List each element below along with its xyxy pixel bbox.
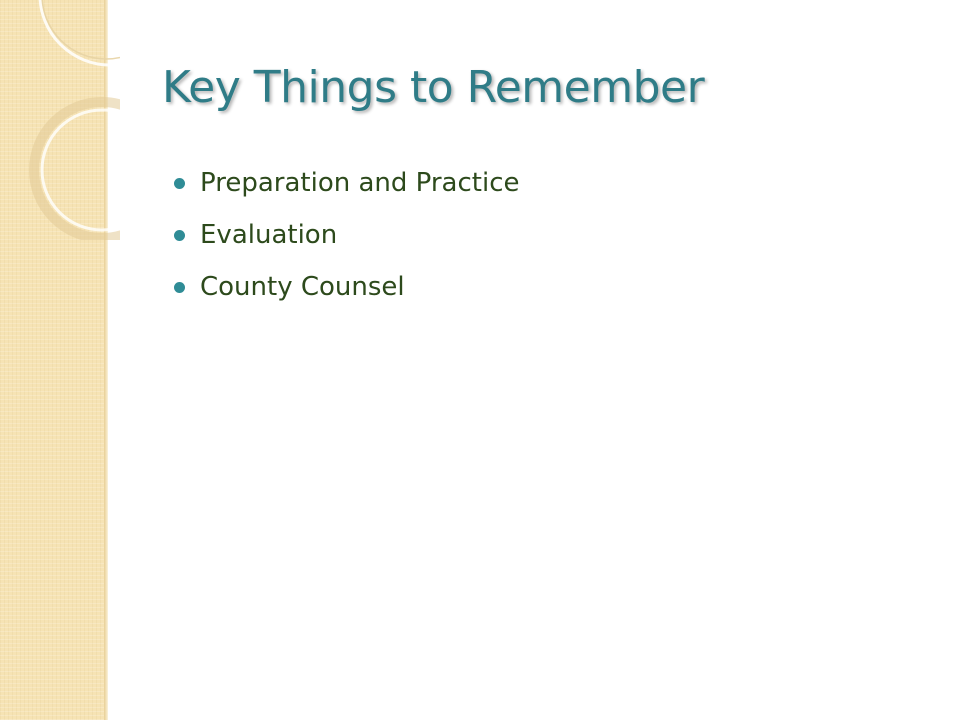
bullet-text: Preparation and Practice [200,168,520,198]
bullet-text: Evaluation [200,220,338,250]
bullet-text: County Counsel [200,272,405,302]
bullet-item-county-counsel [174,264,520,316]
slide-title: Key Things to Remember [162,62,705,113]
bullet-item-evaluation [174,212,520,264]
bullet-item-preparation [174,160,520,212]
bullet-marker-icon [174,230,185,241]
bullet-list [174,160,520,316]
decorative-rings-icon [0,0,120,240]
bullet-marker-icon [174,178,185,189]
bullet-marker-icon [174,282,185,293]
